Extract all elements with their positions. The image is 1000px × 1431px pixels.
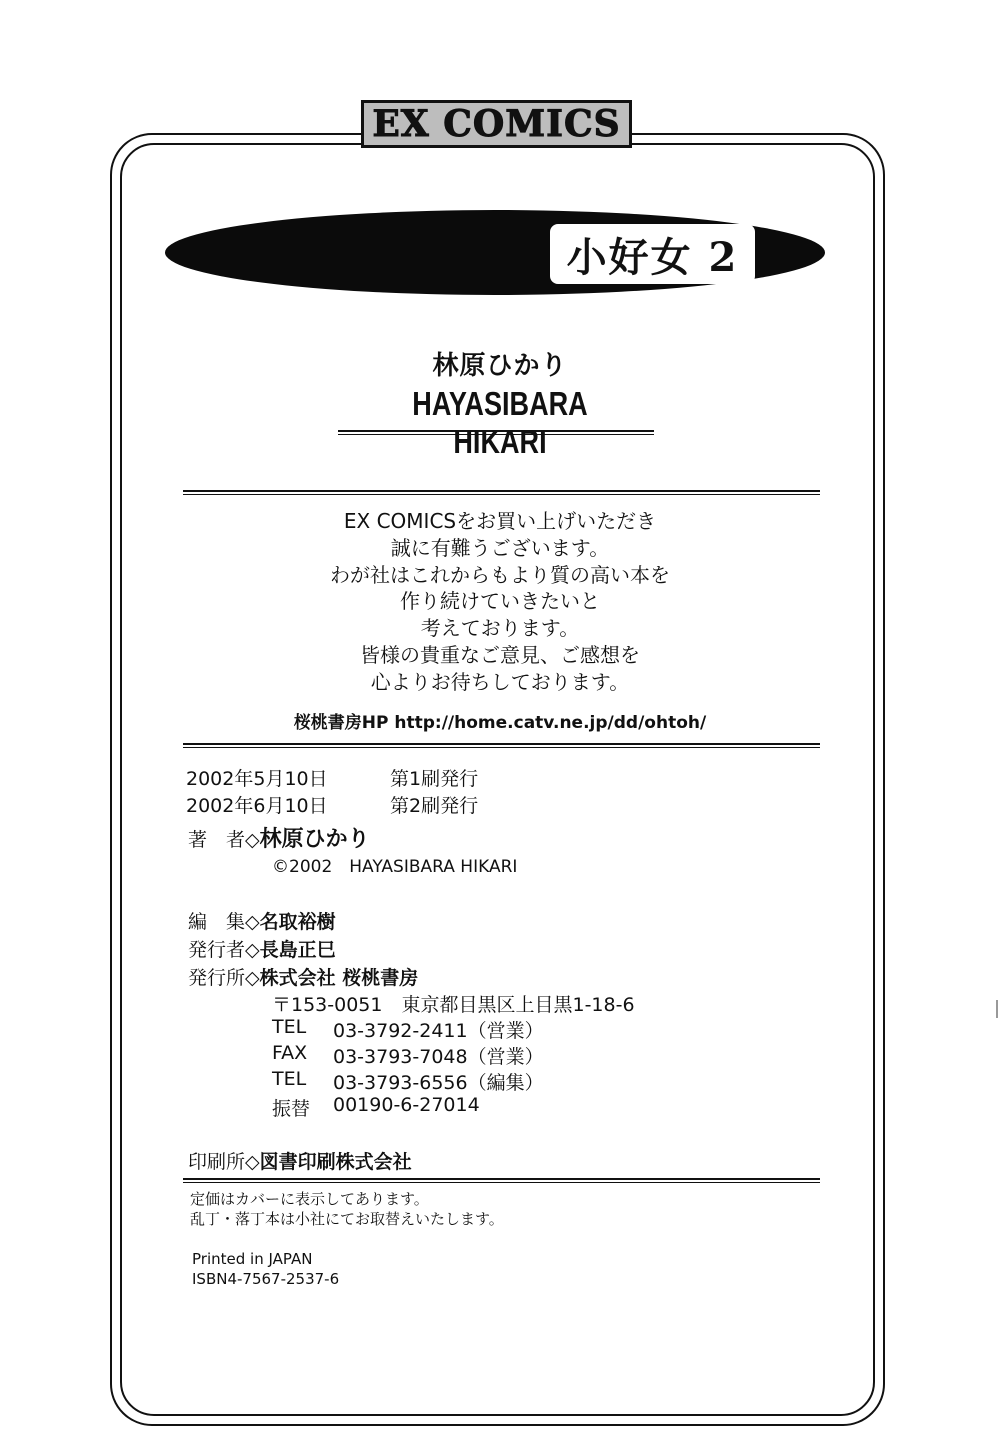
publisher-credit [188,935,336,962]
contact-kind: FAX [272,1042,308,1064]
divider-middle [183,743,820,745]
contact-kind: TEL [272,1068,307,1090]
message-line: 誠に有難うございます。 [390,535,610,560]
author-credit [188,822,370,853]
replacement-note: 乱丁・落丁本は小社にてお取替えいたします。 [190,1210,504,1228]
second-printing-edition: 第2刷発行 [390,795,479,817]
second-printing-date: 2002年6月10日 [186,795,328,817]
editor-credit-name: 名取裕樹 [259,911,336,933]
publisher-credit-name: 長島正巳 [259,939,336,961]
author-credit-label: 著 者◇ [188,829,260,851]
message-line: 皆様の貴重なご意見、ご感想を [360,642,640,667]
series-label-tab [361,100,632,148]
contact-number: 03-3792-2411（営業） [333,1020,544,1042]
message-line: 心よりお待ちしております。 [370,669,630,694]
publishing-house-name: 株式会社 桜桃書房 [259,967,419,989]
author-underline-thin [338,434,654,435]
contact-kind: TEL [272,1016,307,1038]
publishing-house-credit [188,963,418,990]
divider-middle-thin [183,747,820,748]
contact-number: 03-3793-7048（営業） [333,1046,544,1068]
author-name-japanese: 林原ひかり [432,351,568,381]
message-line: EX COMICSをお買い上げいただき [343,509,657,533]
author-credit-name: 林原ひかり [259,827,370,852]
author-name-romaji: HAYASIBARA HIKARI [412,385,588,460]
price-note: 定価はカバーに表示してあります。 [190,1190,429,1208]
series-name: EX COMICS [372,103,621,145]
message-line: 作り続けていきたいと [400,589,600,614]
divider-top-thin [183,494,820,495]
message-line: わが社はこれからもより質の高い本を [330,562,670,587]
first-printing-date: 2002年5月10日 [186,768,328,790]
printed-in: Printed in JAPAN [192,1250,313,1268]
contact-number: 03-3793-6556（編集） [333,1072,544,1094]
publishing-house-label: 発行所◇ [188,967,260,989]
postal-address: 〒153-0051 東京都目黒区上目黒1-18-6 [272,994,635,1016]
printer-credit-name: 図書印刷株式会社 [259,1151,412,1173]
thank-you-message [250,508,750,696]
author-underline [338,430,654,432]
copyright-notice: ©2002 HAYASIBARA HIKARI [272,857,518,877]
editor-credit [188,907,336,934]
contact-kind: 振替 [272,1098,311,1120]
divider-bottom [183,1178,820,1180]
message-line: 考えております。 [420,616,580,641]
isbn: ISBN4-7567-2537-6 [192,1270,340,1288]
publisher-homepage: 桜桃書房HP http://home.catv.ne.jp/dd/ohtoh/ [293,713,707,733]
book-title: 小好女 2 [566,233,739,281]
title-banner [165,210,825,295]
publisher-credit-label: 発行者◇ [188,939,260,961]
first-printing-edition: 第1刷発行 [390,768,479,790]
printer-credit-label: 印刷所◇ [188,1151,260,1173]
divider-bottom-thin [183,1182,820,1183]
printer-credit [188,1147,412,1174]
contact-number: 00190-6-27014 [333,1094,480,1116]
divider-top [183,490,820,492]
editor-credit-label: 編 集◇ [188,911,260,933]
scan-mark [996,1000,998,1018]
